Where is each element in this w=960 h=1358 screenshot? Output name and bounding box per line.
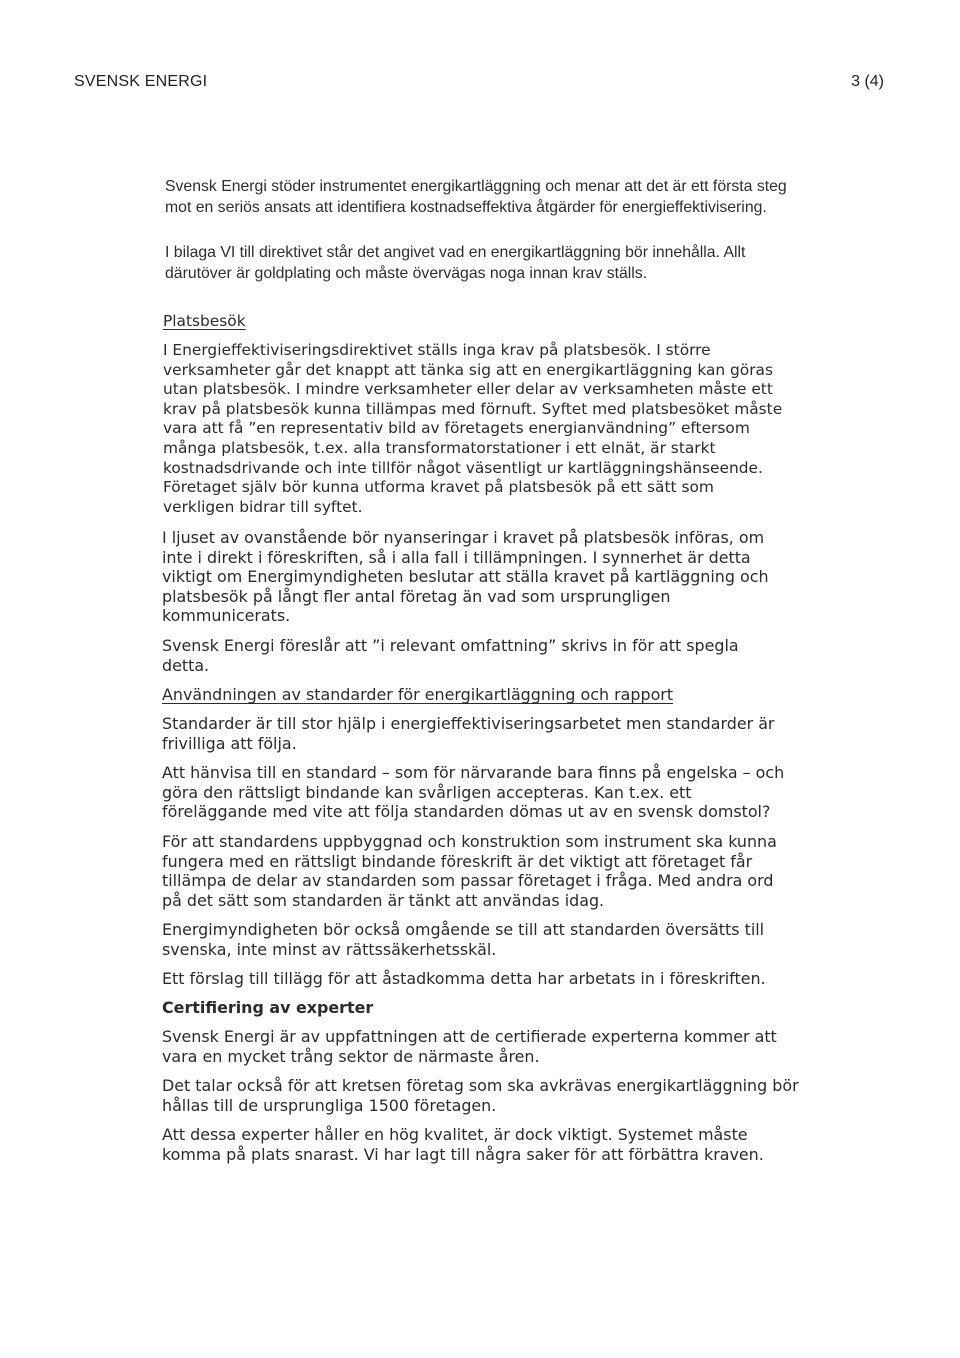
platsbesok-paragraph-2: I ljuset av ovanstående bör nyanseringar i kravet på platsbesök införas, om inte i direkt i föreskriften, så i alla fall i tillämpningen. I synnerhet är detta viktigt om Energimyndigheten beslutar att ställa kravet på kartläggning och platsbesök på långt fler antal företag än vad som ursprungligen kommunicerats. — [162, 528, 769, 626]
certifiering-paragraph-3: Att dessa experter håller en hög kvalitet, är dock viktigt. Systemet måste komma på plats snarast. Vi har lagt till några saker för att förbättra kraven. — [162, 1125, 764, 1164]
intro-paragraph-2: I bilaga VI till direktivet står det angivet vad en energikartläggning bör innehålla. Allt därutöver är goldplating och måste övervägas noga innan krav ställs. — [165, 244, 746, 282]
heading-platsbesok: Platsbesök — [163, 312, 246, 330]
standarder-paragraph-1: Standarder är till stor hjälp i energieffektiviseringsarbetet men standarder är frivilliga att följa. — [162, 714, 775, 753]
header-organization: SVENSK ENERGI — [74, 73, 208, 90]
platsbesok-paragraph-1: I Energieffektiviseringsdirektivet ställs inga krav på platsbesök. I större verksamheter går det knappt att tänka sig att en energikartläggning kan göras utan platsbesök. I mindre verksamheter eller delar av verksamheten måste ett krav på platsbesök kunna tillämpas med förnuft. Syftet med platsbesöket måste vara att få ”en representativ bild av företagets energianvändning” eftersom många platsbesök, t.ex. alla transformatorstationer i ett elnät, är starkt kostnadsdrivande och inte tillför något väsentligt ur kartläggningshänseende. Företaget själv bör kunna utforma kravet på platsbesök på ett sätt som verkligen bidrar till syftet. — [163, 341, 783, 516]
standarder-paragraph-5: Ett förslag till tillägg för att åstadkomma detta har arbetats in i föreskriften. — [162, 969, 766, 988]
intro-paragraph-1: Svensk Energi stöder instrumentet energikartläggning och menar att det är ett första steg mot en seriös ansats att identifiera kostnadseffektiva åtgärder för energieffektivisering. — [165, 178, 787, 216]
header-page-number: 3 (4) — [851, 73, 884, 90]
certifiering-paragraph-2: Det talar också för att kretsen företag som ska avkrävas energikartläggning bör hållas till de ursprungliga 1500 företagen. — [162, 1076, 799, 1115]
heading-standarder: Användningen av standarder för energikartläggning och rapport — [162, 685, 674, 704]
platsbesok-paragraph-3: Svensk Energi föreslår att ”i relevant omfattning” skrivs in för att spegla detta. — [162, 636, 739, 675]
standarder-paragraph-2: Att hänvisa till en standard – som för närvarande bara finns på engelska – och göra den rättsligt bindande kan svårligen accepteras. Kan t.ex. ett föreläggande med vite att följa standarden dömas ut av en svensk domstol? — [162, 763, 785, 822]
certifiering-paragraph-1: Svensk Energi är av uppfattningen att de certifierade experterna kommer att vara en mycket trång sektor de närmaste åren. — [162, 1027, 777, 1066]
standarder-paragraph-4: Energimyndigheten bör också omgående se till att standarden översätts till svenska, inte minst av rättssäkerhetsskäl. — [162, 920, 765, 959]
heading-certifiering: Certifiering av experter — [162, 998, 374, 1017]
standarder-paragraph-3: För att standardens uppbyggnad och konstruktion som instrument ska kunna fungera med en rättsligt bindande föreskrift är det viktigt att företaget får tillämpa de delar av standarden som passar företaget i fråga. Med andra ord på det sätt som standarden är tänkt att användas idag. — [162, 832, 777, 910]
